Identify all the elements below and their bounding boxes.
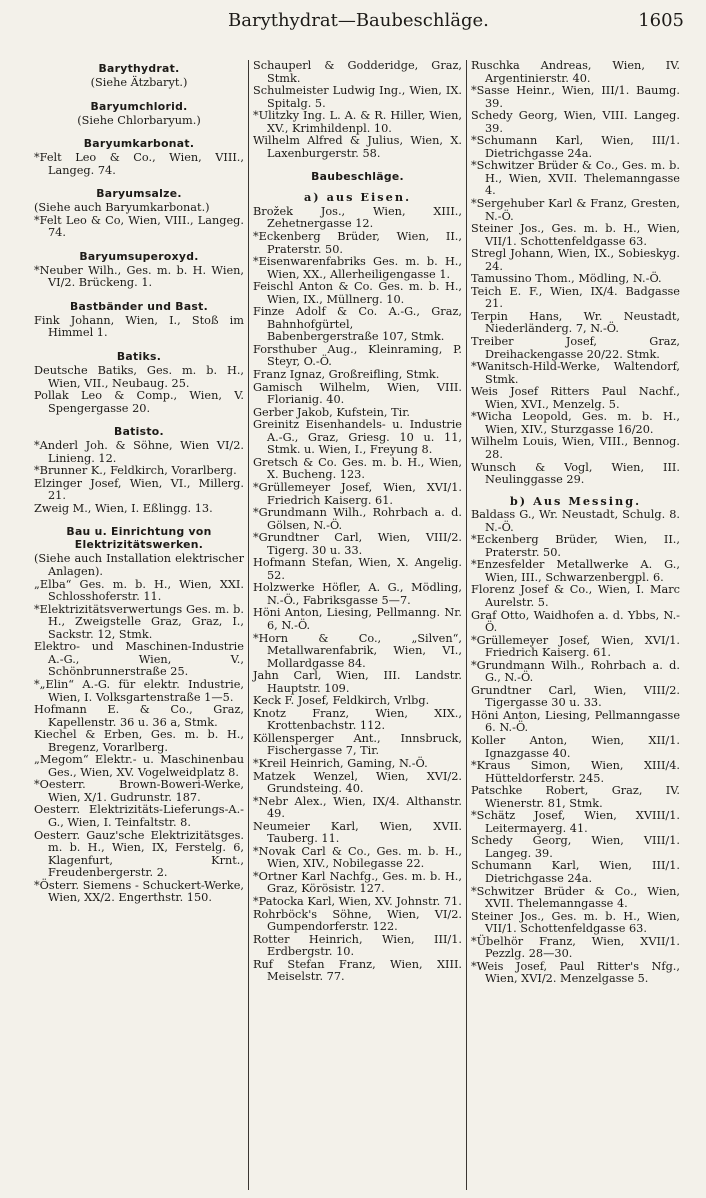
- directory-entry: Wilhelm Louis, Wien, VIII., Bennog. 28.: [471, 435, 680, 461]
- directory-entry: Schumann Karl, Wien, III/1. Dietrichgasse 24a.: [471, 859, 680, 885]
- directory-entry: Hofmann Stefan, Wien, X. Angelig. 52.: [253, 556, 462, 582]
- directory-entry: Greinitz Eisenhandels- u. Industrie A.-G., Graz, Griesg. 10 u. 11, Stmk. u. Wien, I., Freyung 8.: [253, 418, 462, 457]
- directory-entry: Schedy Georg, Wien, VIII/1. Langeg. 39.: [471, 834, 680, 860]
- directory-entry: *Patocka Karl, Wien, XV. Johnstr. 71.: [253, 895, 462, 908]
- directory-entry: Ruf Stefan Franz, Wien, XIII. Meiselstr. 77.: [253, 957, 462, 984]
- directory-entry: Finze Adolf & Co. A.-G., Graz, Bahnhofgürtel, Babenbergerstraße 107, Stmk.: [253, 305, 462, 344]
- directory-entry: *Grundmann Wilh., Rohrbach a. d. G., N.-Ö.: [471, 658, 680, 685]
- column-1: [30, 60, 248, 1190]
- page-header: [0, 8, 706, 42]
- directory-entry: Steiner Jos., Ges. m. b. H., Wien, VII/1. Schottenfeldgasse 63.: [471, 909, 680, 936]
- directory-entry: „Megom“ Elektr.- u. Maschinenbau Ges., Wien, XV. Vogelweidplatz 8.: [34, 753, 244, 779]
- directory-entry: *Elektrizitätsverwertungs Ges. m. b. H., Zweigstelle Graz, Graz, I., Sackstr. 12, Stmk.: [34, 602, 244, 641]
- directory-entry: *Ortner Karl Nachfg., Ges. m. b. H., Graz, Körösistr. 127.: [253, 869, 462, 896]
- directory-entry: *Grüllemeyer Josef, Wien, XVI/1. Friedrich Kaiserg. 61.: [253, 480, 462, 507]
- directory-entry: Pollak Leo & Comp., Wien, V. Spengergasse 20.: [34, 389, 244, 415]
- directory-entry: *Novak Carl & Co., Ges. m. b. H., Wien, XIV., Nobilegasse 22.: [253, 844, 462, 871]
- directory-entry: Holzwerke Höfler, A. G., Mödling, N.-Ö., Fabriksgasse 5—7.: [253, 581, 462, 607]
- directory-entry: Teich E. F., Wien, IX/4. Badgasse 21.: [471, 284, 680, 311]
- directory-entry: Gerber Jakob, Kufstein, Tir.: [253, 405, 410, 419]
- section-heading: Batiks.: [116, 350, 162, 364]
- directory-entry: *Übelhör Franz, Wien, XVII/1. Pezzlg. 28—30.: [471, 934, 680, 961]
- directory-entry: Gamisch Wilhelm, Wien, VIII. Florianig. 40.: [253, 380, 462, 407]
- directory-entry: *Grundtner Carl, Wien, VIII/2. Tigerg. 30 u. 33.: [253, 531, 462, 557]
- directory-entry: Köllensperger Ant., Innsbruck, Fischergasse 7, Tir.: [253, 731, 462, 758]
- directory-entry: *Felt Leo & Co., Wien, VIII., Langeg. 74.: [34, 151, 244, 177]
- sub-heading: b) Aus Messing.: [509, 493, 642, 508]
- directory-entry: *Österr. Siemens - Schuckert-Werke, Wien, XX/2. Engerthstr. 150.: [34, 878, 244, 905]
- directory-entry: Patschke Robert, Graz, IV. Wienerstr. 81, Stmk.: [471, 784, 680, 810]
- directory-entry: Höni Anton, Liesing, Pellmanng. Nr. 6, N.-Ö.: [253, 606, 462, 632]
- directory-entry: *Horn & Co., „Silven“, Metallwarenfabrik, Wien, VI., Mollardgasse 84.: [253, 631, 462, 670]
- directory-entry: Höni Anton, Liesing, Pellmanngasse 6. N.-Ö.: [471, 708, 680, 735]
- directory-entry: *Schwitzer Brüder & Co., Wien, XVII. Thelemanngasse 4.: [471, 884, 680, 911]
- directory-entry: Schulmeister Ludwig Ing., Wien, IX. Spitalg. 5.: [253, 84, 462, 110]
- directory-entry: Wilhelm Alfred & Julius, Wien, X. Laxenburgerstr. 58.: [253, 134, 462, 160]
- directory-entry: *Neuber Wilh., Ges. m. b. H. Wien, VI/2. Brückeng. 1.: [34, 263, 244, 290]
- directory-entry: Franz Ignaz, Großreifling, Stmk.: [253, 368, 440, 382]
- directory-entry: Schauperl & Godderidge, Graz, Stmk.: [253, 60, 462, 85]
- directory-entry: „Elba“ Ges. m. b. H., Wien, XXI. Schlosshoferstr. 11.: [34, 577, 244, 604]
- directory-entry: Rotter Heinrich, Wien, III/1. Erdbergstr. 10.: [253, 932, 462, 959]
- directory-entry: *Weis Josef, Paul Ritter's Nfg., Wien, XVI/2. Menzelgasse 5.: [471, 959, 680, 986]
- directory-entry: *Felt Leo & Co, Wien, VIII., Langeg. 74.: [34, 213, 244, 240]
- page-number: 1605: [638, 10, 684, 31]
- directory-entry: Deutsche Batiks, Ges. m. b. H., Wien, VII., Neubaug. 25.: [34, 364, 244, 390]
- column-2: [248, 60, 466, 1190]
- directory-entry: *Schätz Josef, Wien, XVIII/1. Leitermayerg. 41.: [471, 809, 680, 835]
- directory-entry: Elektro- und Maschinen-Industrie A.-G., Wien, V., Schönbrunnerstraße 25.: [34, 640, 244, 679]
- directory-entry: *Eckenberg Brüder, Wien, II., Praterstr. 50.: [471, 533, 680, 559]
- directory-entry: Baldass G., Wr. Neustadt, Schulg. 8. N.-Ö.: [471, 508, 680, 534]
- directory-entry: (Siehe auch Installation elektrischer Anlagen).: [34, 552, 244, 579]
- directory-entry: Keck F. Josef, Feldkirch, Vrlbg.: [253, 694, 430, 708]
- directory-entry: Terpin Hans, Wr. Neustadt, Niederländerg. 7, N.-Ö.: [471, 309, 680, 336]
- directory-entry: Fink Johann, Wien, I., Stoß im Himmel 1.: [34, 313, 244, 340]
- directory-entry: Treiber Josef, Graz, Dreihackengasse 20/22. Stmk.: [471, 335, 680, 361]
- directory-entry: *Kraus Simon, Wien, XIII/4. Hütteldorferstr. 245.: [471, 759, 680, 785]
- directory-entry: Knotz Franz, Wien, XIX., Krottenbachstr. 112.: [253, 706, 462, 733]
- directory-entry: Graf Otto, Waidhofen a. d. Ybbs, N.-Ö.: [471, 608, 680, 635]
- directory-entry: Forsthuber Aug., Kleinraming, P. Steyr, O.-Ö.: [253, 342, 462, 369]
- directory-entry: Koller Anton, Wien, XII/1. Ignazgasse 40.: [471, 733, 680, 760]
- directory-entry: *Enzesfelder Metallwerke A. G., Wien, III., Schwarzenbergpl. 6.: [471, 558, 680, 584]
- directory-entry: Steiner Jos., Ges. m. b. H., Wien, VII/1. Schottenfeldgasse 63.: [471, 222, 680, 248]
- directory-entry: *Ulitzky Ing. L. A. & R. Hiller, Wien, XV., Krimhildenpl. 10.: [253, 109, 462, 135]
- directory-entry: Zweig M., Wien, I. Eßlingg. 13.: [34, 501, 213, 515]
- directory-entry: Jahn Carl, Wien, III. Landstr. Hauptstr. 109.: [253, 669, 462, 695]
- directory-entry: (Siehe auch Baryumkarbonat.): [34, 201, 210, 215]
- section-heading: Bau u. Einrichtung von Elektrizitätswerken.: [66, 525, 212, 552]
- section-heading: Bastbänder und Bast.: [69, 299, 208, 313]
- directory-entry: *Eckenberg Brüder, Wien, II., Praterstr. 50.: [253, 230, 462, 256]
- directory-entry: *Nebr Alex., Wien, IX/4. Althanstr. 49.: [253, 794, 462, 821]
- directory-entry: *Sergehuber Karl & Franz, Gresten, N.-Ö.: [471, 197, 680, 223]
- section-heading: Baryumchlorid.: [90, 99, 188, 113]
- directory-entry: *Wicha Leopold, Ges. m. b. H., Wien, XIV., Sturzgasse 16/20.: [471, 410, 680, 436]
- directory-entry: Feischl Anton & Co. Ges. m. b. H., Wien, IX., Müllnerg. 10.: [253, 280, 462, 306]
- directory-entry: Neumeier Karl, Wien, XVII. Tauberg. 11.: [253, 819, 462, 846]
- directory-columns: [30, 60, 684, 1190]
- directory-entry: Rohrböck's Söhne, Wien, VI/2. Gumpendorferstr. 122.: [253, 907, 462, 934]
- sub-heading: a) aus Eisen.: [303, 190, 412, 205]
- directory-entry: *Eisenwarenfabriks Ges. m. b. H., Wien, XX., Allerheiligengasse 1.: [253, 255, 462, 281]
- directory-entry: Schedy Georg, Wien, VIII. Langeg. 39.: [471, 109, 680, 135]
- directory-entry: Florenz Josef & Co., Wien, I. Marc Aurelstr. 5.: [471, 583, 680, 609]
- directory-entry: Hofmann E. & Co., Graz, Kapellenstr. 36 u. 36 a, Stmk.: [34, 703, 244, 729]
- directory-entry: *„Elin“ A.-G. für elektr. Industrie, Wien, I. Volksgartenstraße 1—5.: [34, 677, 244, 704]
- directory-entry: *Kreil Heinrich, Gaming, N.-Ö.: [253, 756, 428, 770]
- column-3: [466, 60, 684, 1190]
- section-heading: Batisto.: [114, 425, 164, 439]
- directory-entry: *Sasse Heinr., Wien, III/1. Baumg. 39.: [471, 84, 680, 110]
- cross-reference: (Siehe Chlorbaryum.): [77, 113, 201, 127]
- directory-entry: Kiechel & Erben, Ges. m. b. H., Bregenz, Vorarlberg.: [34, 728, 244, 754]
- directory-entry: *Grundmann Wilh., Rohrbach a. d. Gölsen, N.-Ö.: [253, 506, 462, 532]
- directory-entry: *Grüllemeyer Josef, Wien, XVI/1. Friedrich Kaiserg. 61.: [471, 633, 680, 660]
- directory-entry: *Schwitzer Brüder & Co., Ges. m. b. H., Wien, XVII. Thelemanngasse 4.: [471, 159, 680, 198]
- directory-entry: Weis Josef Ritters Paul Nachf., Wien, XVI., Menzelg. 5.: [471, 385, 680, 411]
- directory-entry: Ruschka Andreas, Wien, IV. Argentinierstr. 40.: [471, 60, 680, 85]
- directory-entry: *Schumann Karl, Wien, III/1. Dietrichgasse 24a.: [471, 134, 680, 160]
- directory-entry: Matzek Wenzel, Wien, XVI/2. Grundsteing. 40.: [253, 769, 462, 796]
- cross-reference: (Siehe Ätzbaryt.): [90, 76, 188, 89]
- directory-entry: Stregl Johann, Wien, IX., Sobieskyg. 24.: [471, 247, 680, 273]
- running-head: Barythydrat—Baubeschläge.: [228, 10, 489, 31]
- directory-entry: *Wanitsch-Hild-Werke, Waltendorf, Stmk.: [471, 360, 680, 386]
- directory-entry: Oesterr. Gauz'sche Elektrizitätsges. m. b. H., Wien, IX, Ferstelg. 6, Klagenfurt, Krnt., Freudenbergerstr. 2.: [34, 828, 244, 880]
- directory-entry: *Oesterr. Brown-Boweri-Werke, Wien, X/1. Gudrunstr. 187.: [34, 778, 244, 804]
- directory-entry: Grundtner Carl, Wien, VIII/2. Tigergasse 30 u. 33.: [471, 683, 680, 710]
- section-heading: Baryumsalze.: [96, 187, 182, 201]
- section-heading: Baryumsuperoxyd.: [79, 249, 199, 263]
- directory-entry: Elzinger Josef, Wien, VI., Millerg. 21.: [34, 476, 244, 503]
- directory-entry: Oesterr. Elektrizitäts-Lieferungs-A.-G., Wien, I. Teinfaltstr. 8.: [34, 803, 244, 829]
- directory-entry: Tamussino Thom., Mödling, N.-Ö.: [471, 272, 662, 286]
- directory-entry: *Brunner K., Feldkirch, Vorarlberg.: [34, 464, 237, 478]
- directory-entry: *Anderl Joh. & Söhne, Wien VI/2. Linieng. 12.: [34, 439, 244, 465]
- directory-entry: Gretsch & Co. Ges. m. b. H., Wien, X. Bucheng. 123.: [253, 455, 462, 482]
- directory-entry: Brožek Jos., Wien, XIII., Zehetnergasse 12.: [253, 204, 462, 231]
- section-heading: Barythydrat.: [98, 62, 180, 75]
- section-heading: Baryumkarbonat.: [83, 137, 195, 151]
- directory-entry: Wunsch & Vogl, Wien, III. Neulinggasse 29.: [471, 460, 680, 487]
- section-heading: Baubeschläge.: [311, 170, 404, 184]
